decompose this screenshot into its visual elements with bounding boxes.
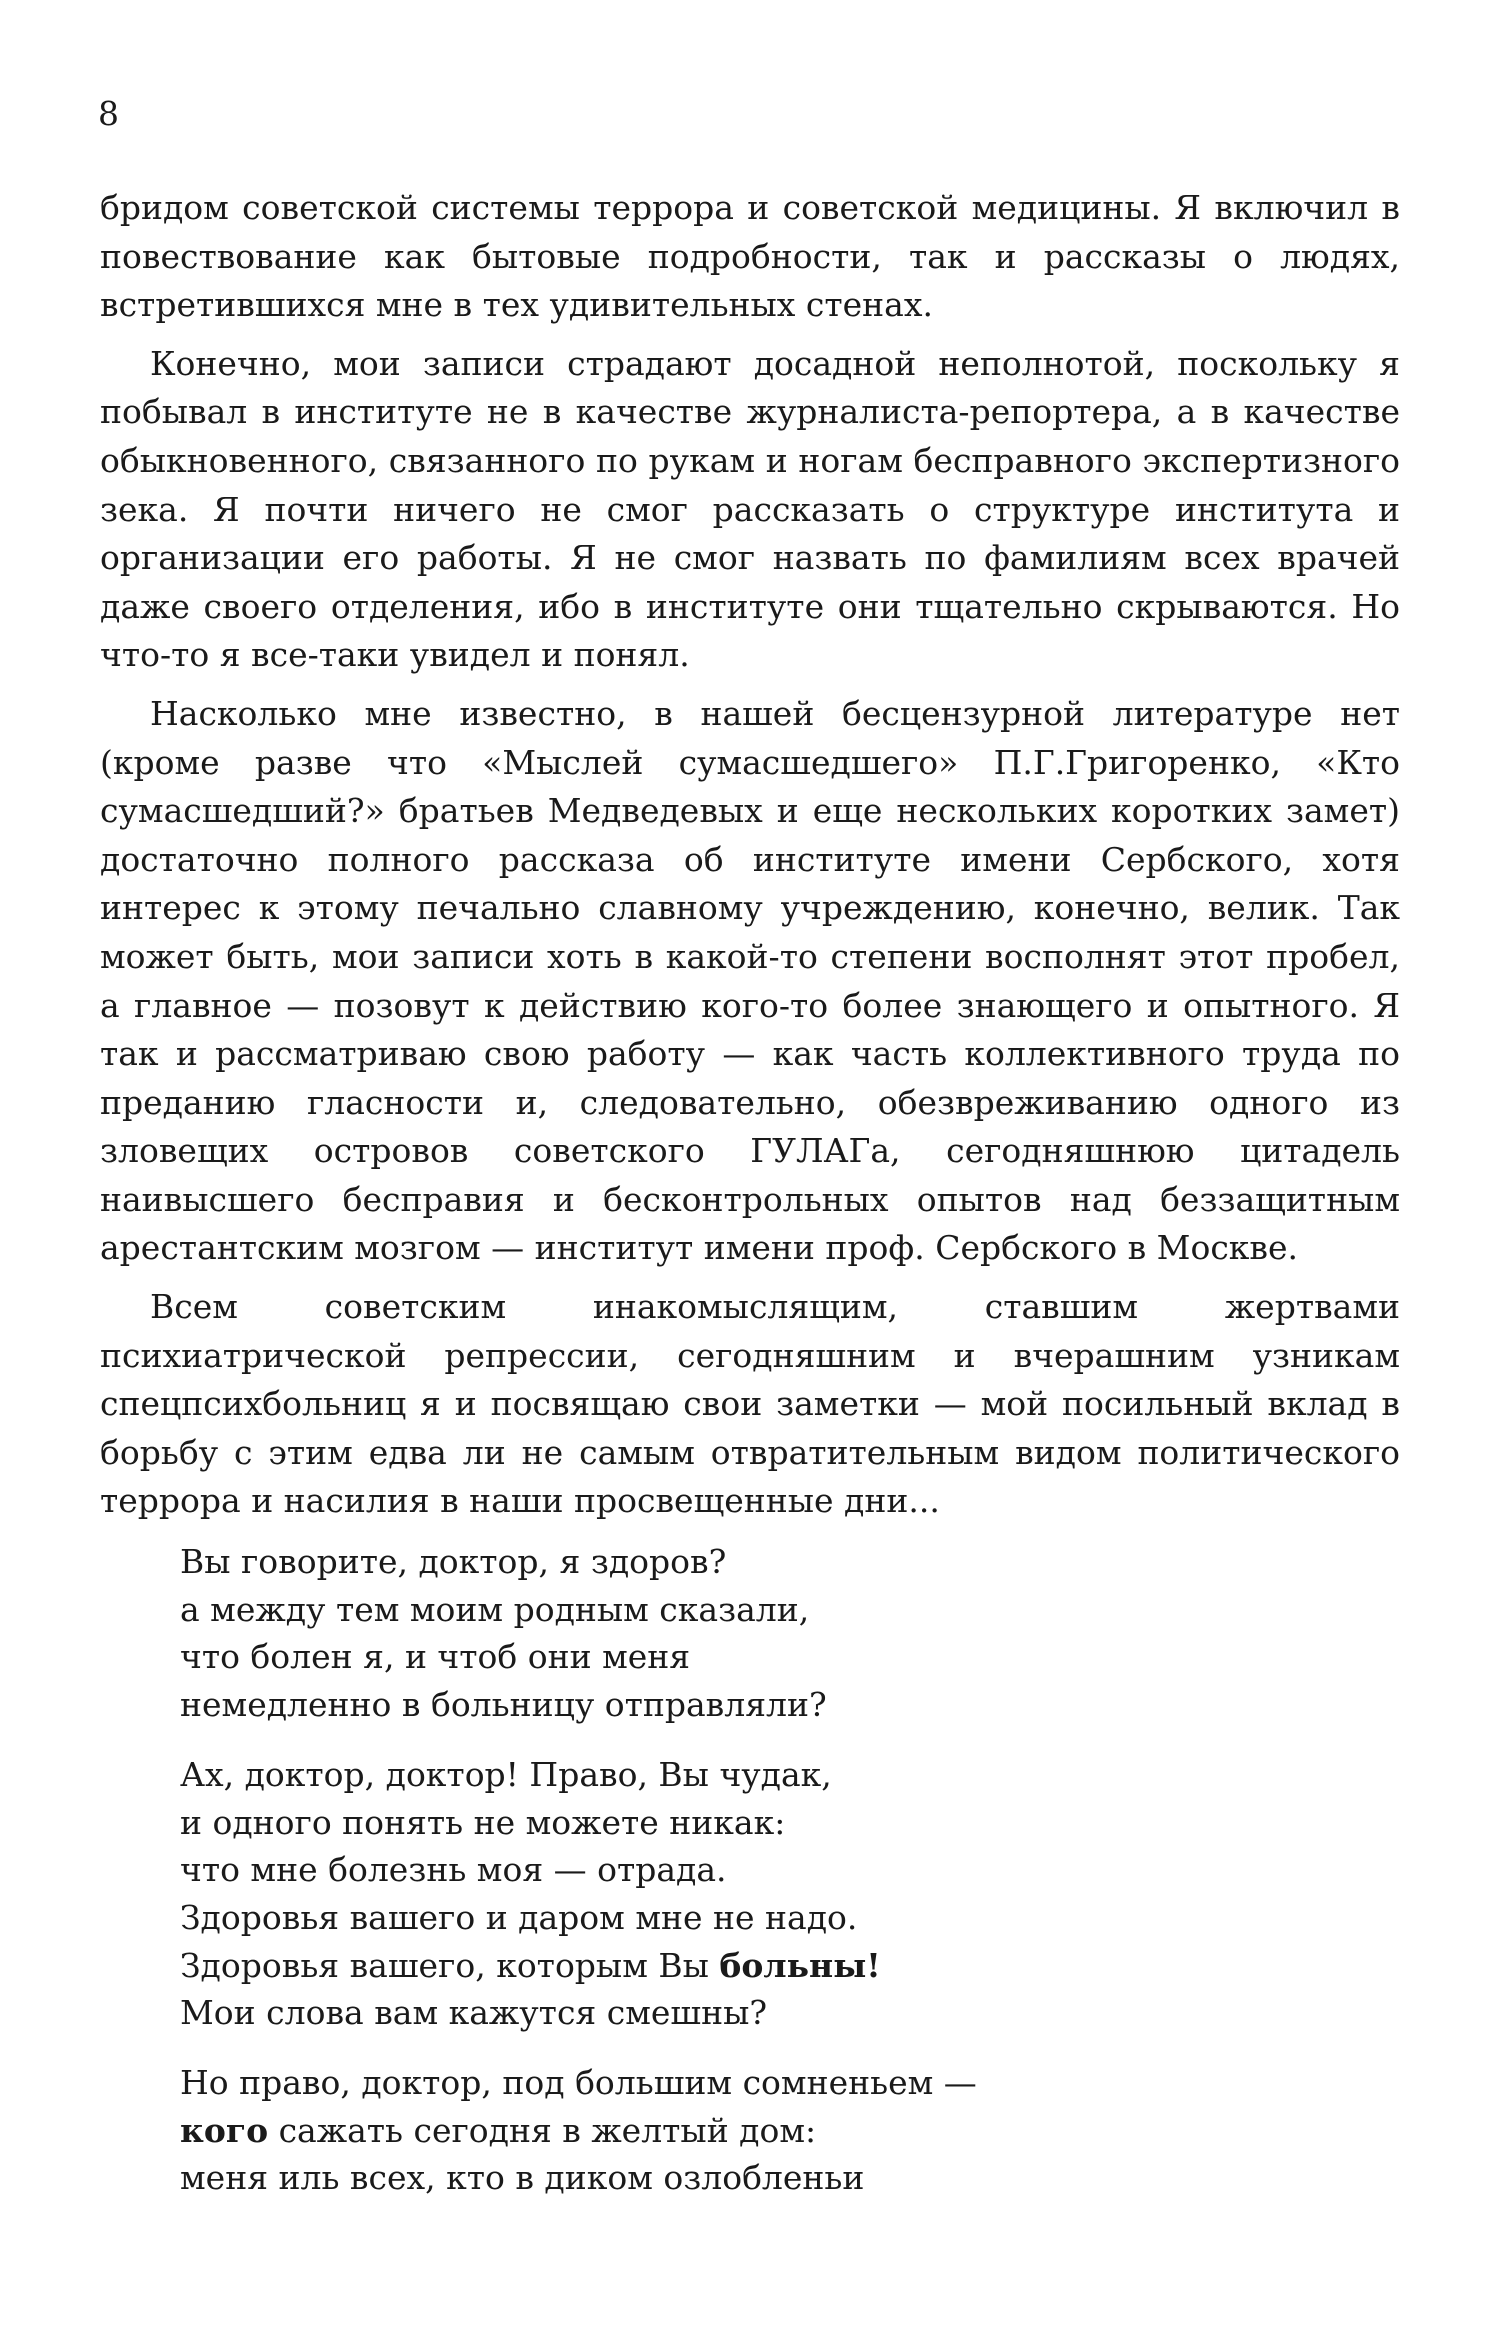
paragraph: Конечно, мои записи страдают досадной неполнотой, поскольку я побывал в институте не в качестве журналиста-репортера, а в качестве обыкновенного, связанного по рукам и ногам бесправного экспертизного зека. Я почти ничего не смог рассказать о структуре института и организации его работы. Я не смог назвать по фамилиям всех врачей даже своего отделения, ибо в институте они тщательно скрываются. Но что-то я все-таки увидел и понял. xyxy=(100,343,1400,675)
poem-emphasis: кого xyxy=(180,2110,269,2150)
poem-stanza xyxy=(180,2059,1280,2202)
paragraph: Всем советским инакомыслящим, ставшим жертвами психиатрической репрессии, сегодняшним и вчерашним узникам спецпсихбольниц я и посвящаю свои заметки — мой посильный вклад в борьбу с этим едва ли не самым отвратительным видом политического террора и насилия в наши просвещенные дни... xyxy=(100,1287,1400,1521)
page-number: 8 xyxy=(98,94,119,133)
poem-line-text: сажать сегодня в желтый дом: xyxy=(268,2110,817,2150)
poem-line xyxy=(180,1942,1280,1990)
poem-line: а между тем моим родным сказали, xyxy=(180,1589,810,1629)
poem-line xyxy=(180,2107,1280,2155)
poem-line: Вы говорите, доктор, я здоров? xyxy=(180,1542,727,1581)
poem-stanza xyxy=(180,1538,1280,1729)
poem-line: Ах, доктор, доктор! Право, Вы чудак, xyxy=(180,1754,832,1794)
poem xyxy=(180,1538,1280,2224)
poem-line: и одного понять не можете никак: xyxy=(180,1802,786,1842)
poem-line: меня иль всех, кто в диком озлобленьи xyxy=(180,2158,865,2198)
paragraph: бридом советской системы террора и советской медицины. Я включил в повествование как бытовые подробности, так и рассказы о людях, встретившихся мне в тех удивительных стенах. xyxy=(100,188,1400,325)
prose-body xyxy=(100,184,1400,1536)
paragraph: Насколько мне известно, в нашей бесцензурной литературе нет (кроме разве что «Мыслей сумасшедшего» П.Г.Григоренко, «Кто сумасшедший?» братьев Медведевых и еще нескольких коротких замет) достаточно полного рассказа об институте имени Сербского, хотя интерес к этому печально славному учреждению, конечно, велик. Так может быть, мои записи хоть в какой-то степени восполнят этот пробел, а главное — позовут к действию кого-то более знающего и опытного. Я так и рассматриваю свою работу — как часть коллективного труда по преданию гласности и, следовательно, обезвреживанию одного из зловещих островов советского ГУЛАГа, сегодняшнюю цитадель наивысшего бесправия и бесконтрольных опытов над беззащитным арестантским мозгом — институт имени проф. Сербского в Москве. xyxy=(100,693,1400,1268)
poem-emphasis: больны! xyxy=(719,1945,881,1985)
poem-stanza xyxy=(180,1751,1280,2037)
poem-line: что мне болезнь моя — отрада. xyxy=(180,1850,727,1890)
poem-line: Мои слова вам кажутся смешны? xyxy=(180,1993,768,2033)
poem-line: что болен я, и чтоб они меня xyxy=(180,1637,691,1677)
poem-line: Но право, доктор, под большим сомненьем — xyxy=(180,2063,977,2103)
poem-line: Здоровья вашего и даром мне не надо. xyxy=(180,1897,858,1937)
poem-line-text: Здоровья вашего, которым Вы xyxy=(180,1945,720,1985)
poem-line: немедленно в больницу отправляли? xyxy=(180,1685,827,1725)
